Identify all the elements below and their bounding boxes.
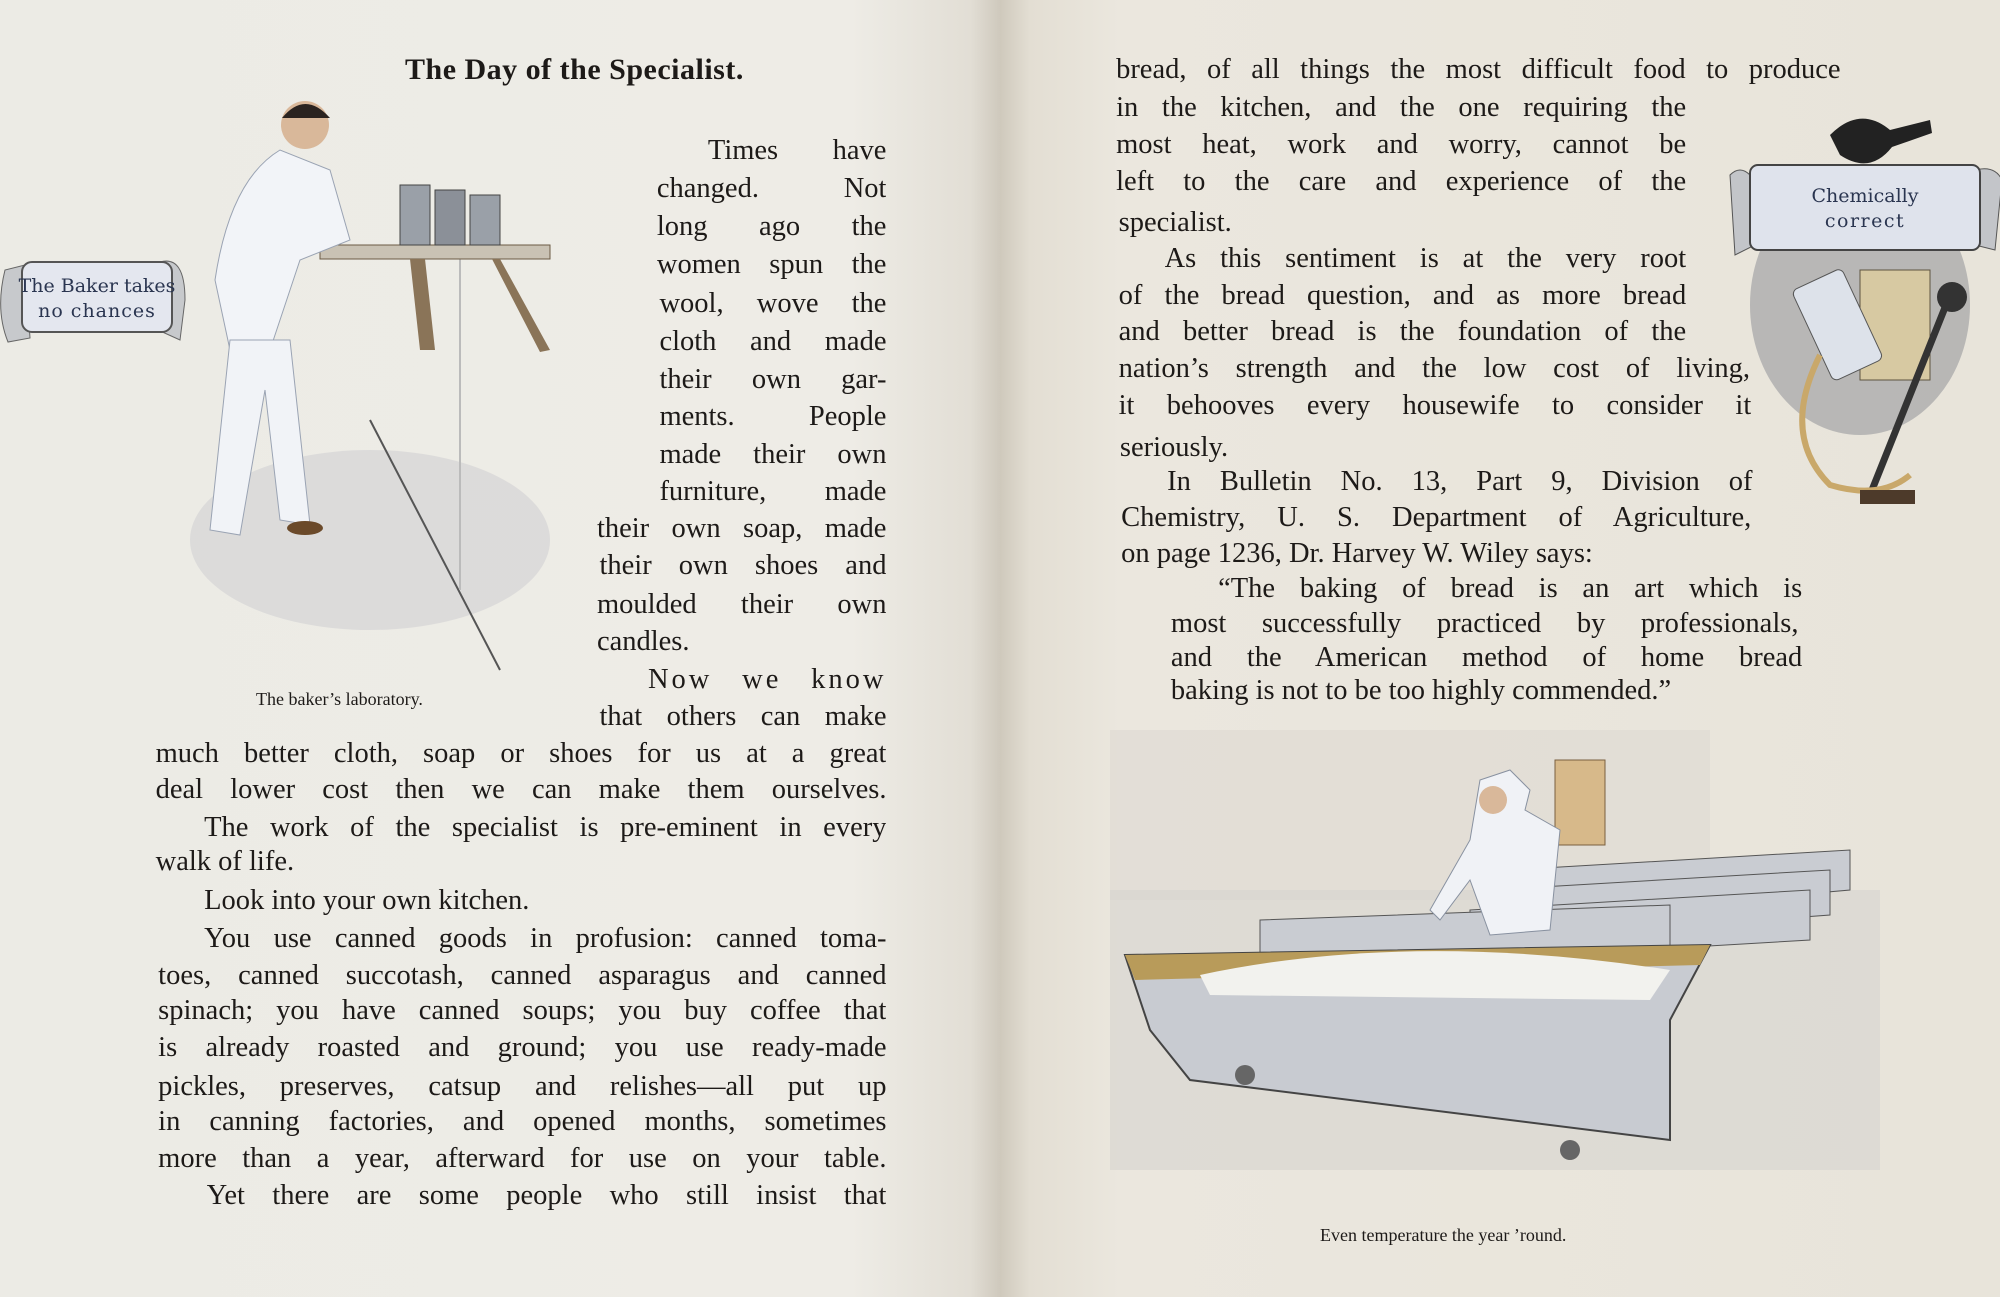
text-line: Now we know	[647, 663, 887, 695]
banner-line: no chances	[38, 300, 156, 322]
text-line: their own gar-	[659, 364, 887, 396]
text-line: their own shoes and	[599, 550, 887, 582]
text-line: their own soap, made	[596, 513, 887, 545]
text-line: Yet there are some people who still insist that	[206, 1180, 887, 1212]
illustration-caption: The baker’s laboratory.	[256, 689, 423, 709]
text-line: walk of life.	[155, 846, 295, 878]
text-line: deal lower cost then we can make them ourselves.	[155, 773, 887, 805]
chemistry-apparatus-illustration	[1720, 105, 2000, 515]
text-line: spinach; you have canned soups; you buy coffee that	[158, 995, 887, 1027]
text-line: left to the care and experience of the	[1116, 166, 1687, 198]
text-line: much better cloth, soap or shoes for us at a great	[155, 737, 887, 769]
text-line: that others can make	[599, 700, 887, 732]
text-line: most successfully practiced by professionals,	[1170, 607, 1799, 639]
text-line: cloth and made	[659, 325, 887, 357]
text-line: As this sentiment is at the very root	[1164, 242, 1687, 274]
text-line: The work of the specialist is pre-eminent in every	[204, 811, 887, 843]
text-line: on page 1236, Dr. Harvey W. Wiley says:	[1121, 537, 1593, 569]
text-line: moulded their own	[596, 588, 887, 620]
text-line: Chemistry, U. S. Department of Agriculture,	[1121, 501, 1752, 533]
banner-line: Chemically	[1811, 185, 1919, 207]
text-line: pickles, preserves, catsup and relishes—all put up	[158, 1070, 887, 1102]
text-line: You use canned goods in profusion: canned toma-	[204, 922, 887, 954]
text-line: changed. Not	[656, 172, 887, 204]
text-line: in canning factories, and opened months, sometimes	[158, 1106, 887, 1138]
illustration-caption: Even temperature the year ’round.	[1320, 1225, 1567, 1245]
banner-line: The Baker takes	[18, 275, 176, 297]
dough-troughs-illustration	[1110, 730, 1880, 1170]
text-line: made their own	[659, 439, 887, 471]
text-line: bread, of all things the most difficult food to produce	[1116, 54, 1841, 86]
baker-banner	[0, 250, 200, 350]
text-line: toes, canned succotash, canned asparagus and canned	[158, 959, 887, 991]
text-line: most heat, work and worry, cannot be	[1116, 129, 1687, 161]
text-line: Look into your own kitchen.	[204, 884, 530, 916]
text-line: and better bread is the foundation of the	[1118, 315, 1687, 347]
text-line: it behooves every housewife to consider it	[1118, 389, 1752, 421]
text-line: “The baking of bread is an art which is	[1218, 573, 1803, 605]
text-line: in the kitchen, and the one requiring the	[1116, 92, 1687, 124]
text-line: furniture, made	[659, 476, 887, 508]
text-line: long ago the	[656, 211, 887, 243]
text-line: nation’s strength and the low cost of living,	[1118, 352, 1750, 384]
text-line: specialist.	[1118, 207, 1232, 239]
text-line: of the bread question, and as more bread	[1118, 279, 1687, 311]
baker-laboratory-illustration	[170, 90, 590, 680]
text-line: more than a year, afterward for use on your table.	[158, 1143, 887, 1175]
text-line: In Bulletin No. 13, Part 9, Division of	[1167, 466, 1753, 498]
text-line: candles.	[596, 625, 690, 657]
banner-line: correct	[1824, 210, 1906, 232]
text-line: women spun the	[656, 249, 887, 281]
text-line: seriously.	[1119, 431, 1229, 463]
text-line: ments. People	[659, 401, 887, 433]
text-line: Times have	[707, 134, 887, 166]
text-line: is already roasted and ground; you use ready-made	[158, 1032, 887, 1064]
text-line: and the American method of home bread	[1170, 642, 1803, 674]
page-title: The Day of the Specialist.	[405, 53, 744, 86]
right-page	[1000, 0, 2000, 1297]
text-line: wool, wove the	[659, 287, 887, 319]
text-line: baking is not to be too highly commended.”	[1170, 675, 1672, 707]
